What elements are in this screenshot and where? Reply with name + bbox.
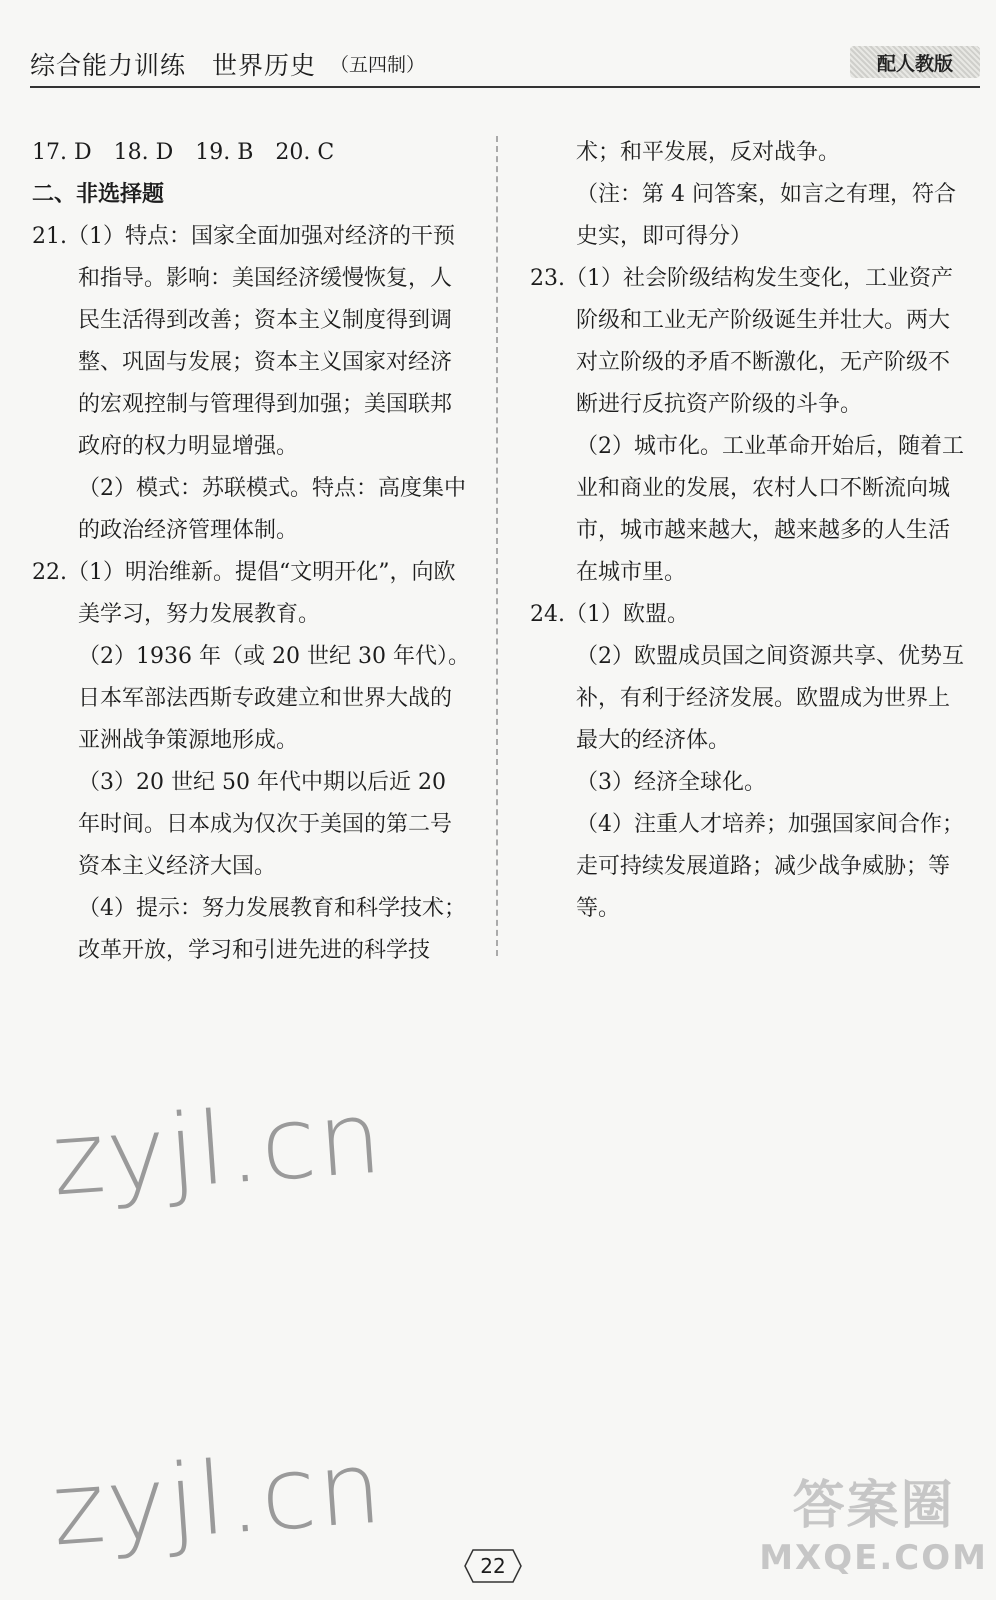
- answer-paragraph: 23.（1）社会阶级结构发生变化，工业资产阶级和工业无产阶级诞生并壮大。两大对立阶级的矛盾不断激化，无产阶级不断进行反抗资产阶级的斗争。: [530, 266, 953, 417]
- answer-paragraph: （4）注重人才培养；加强国家间合作；走可持续发展道路；减少战争威胁；等等。: [576, 812, 964, 921]
- answer-paragraph: （2）1936 年（或 20 世纪 30 年代）。日本军部法西斯专政建立和世界大战的亚洲战争策源地形成。: [78, 644, 470, 753]
- answer-paragraph: 22.（1）明治维新。提倡“文明开化”，向欧美学习，努力发展教育。: [32, 560, 456, 627]
- answer-paragraph: （2）欧盟成员国之间资源共享、优势互补，有利于经济发展。欧盟成为世界上最大的经济体。: [576, 644, 964, 753]
- answer-paragraph: （2）模式：苏联模式。特点：高度集中的政治经济管理体制。: [78, 476, 466, 543]
- answer-paragraph: （注：第 4 问答案，如言之有理，符合史实，即可得分）: [576, 182, 956, 249]
- page-number-text: 22: [480, 1554, 506, 1578]
- watermark-mxqe: [759, 1476, 988, 1584]
- book-title: 综合能力训练 世界历史: [30, 51, 317, 80]
- answer-paragraph: （3）20 世纪 50 年代中期以后近 20 年时间。日本成为仅次于美国的第二号资本主义经济大国。: [78, 770, 453, 879]
- answer-paragraph: （4）提示：努力发展教育和科学技术；改革开放，学习和引进先进的科学技: [78, 896, 466, 963]
- watermark-mxqe-bottom: MXQE.COM: [759, 1538, 988, 1578]
- watermark-zyjl-upper: zyjl.cn: [48, 1078, 388, 1219]
- answer-paragraph: 术；和平发展，反对战争。: [576, 140, 841, 165]
- left-column: [32, 132, 472, 972]
- edition-label: （五四制）: [330, 54, 426, 76]
- section-title: 二、非选择题: [32, 182, 165, 207]
- answer-paragraph: （2）城市化。工业革命开始后，随着工业和商业的发展，农村人口不断流向城市，城市越来越大，越来越多的人生活在城市里。: [576, 434, 964, 585]
- answer-paragraph: 17. D 18. D 19. B 20. C: [32, 140, 335, 165]
- answer-paragraph: （3）经济全球化。: [576, 770, 766, 795]
- answer-paragraph: 24.（1）欧盟。: [530, 602, 689, 627]
- page-header: [30, 46, 980, 80]
- right-column: [530, 132, 970, 930]
- publisher-badge: 配人教版: [850, 46, 980, 78]
- watermark-mxqe-top: 答案圈: [792, 1476, 955, 1536]
- column-divider: [496, 136, 498, 956]
- watermark-zyjl-lower: zyjl.cn: [48, 1428, 388, 1569]
- answer-paragraph: 21.（1）特点：国家全面加强对经济的干预和指导。影响：美国经济缓慢恢复，人民生活得到改善；资本主义制度得到调整、巩固与发展；资本主义国家对经济的宏观控制与管理得到加强；美国联邦政府的权力明显增强。: [32, 224, 455, 459]
- page-number: [463, 1548, 523, 1584]
- header-rule: [30, 86, 980, 88]
